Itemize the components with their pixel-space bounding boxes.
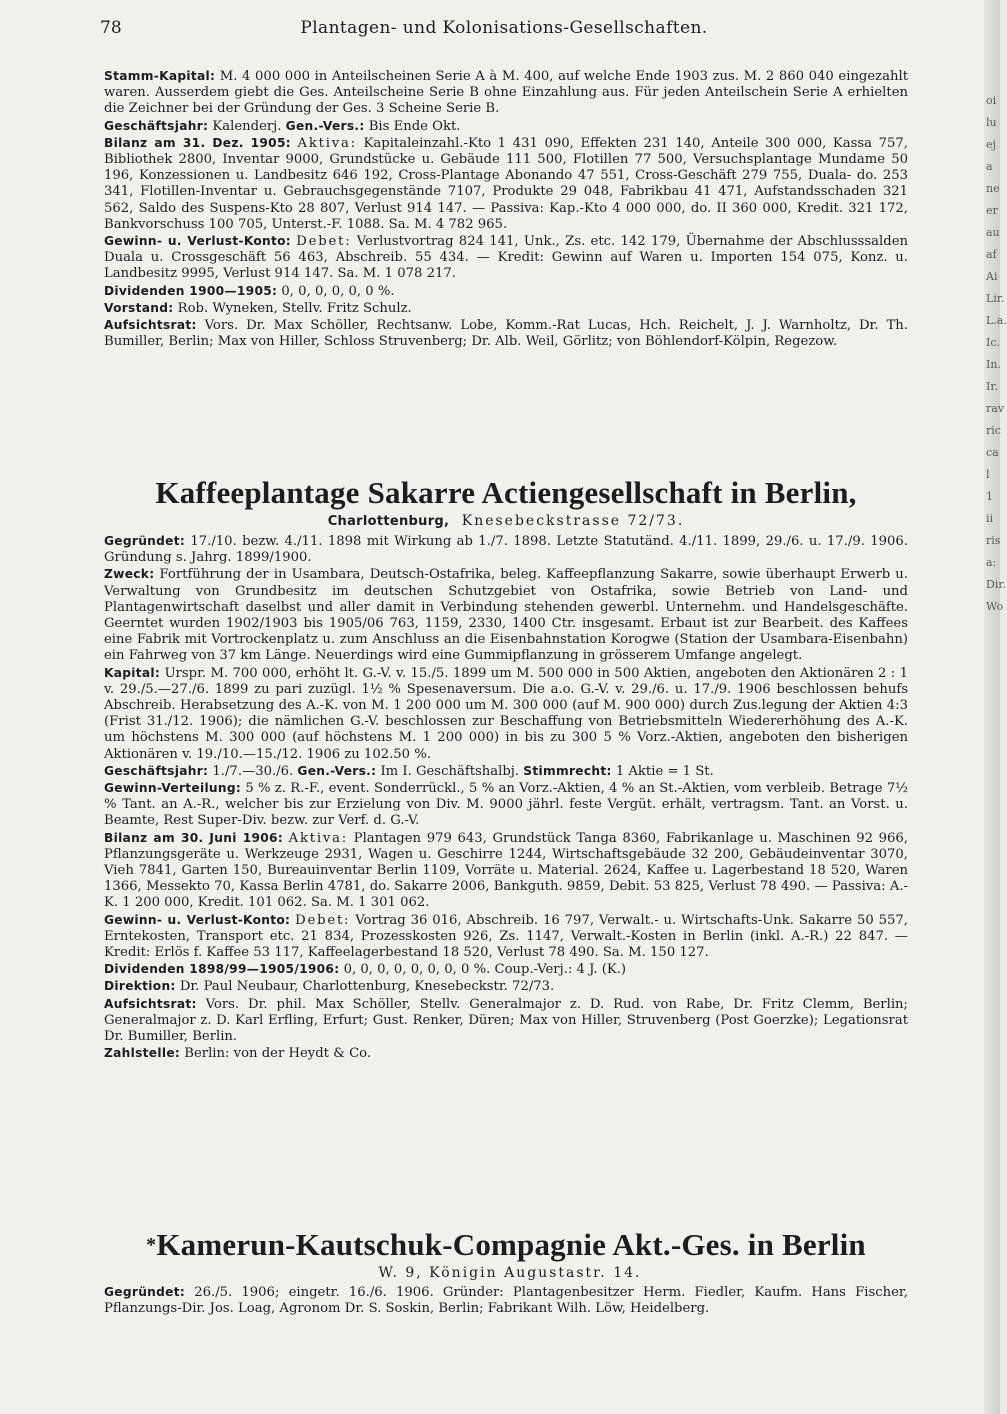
paragraph-gegruendet: Gegründet: 26./5. 1906; eingetr. 16./6. 1906. Gründer: Plantagenbesitzer Herm. Fiedler, Kaufm. Hans Fischer, Pflanzungs-Dir. Jos. Loag, Agronom Dr. S. Soskin, Berlin; Fabrikant Wilh. Löw, Heidelberg. — [104, 1285, 908, 1317]
section-kamerun-kautschuk — [104, 1226, 908, 1317]
paragraph-zweck: Zweck: Fortführung der in Usambara, Deutsch-Ostafrika, beleg. Kaffeepflanzung Sakarre, sowie überhaupt Erwerb u. Verwaltung von Grundbesitz im deutschen Schutzgebiet von Ostafrika, sowie Betrieb von Land- und Plantagenwirtschaft daselbst und aller damit in Verbindung stehenden gewerbl. Unternehm. und Handelsgeschäfte. Geerntet wurden 1902/1903 bis 1905/06 763, 1159, 2330, 1400 Ctr. insgesamt. Erbaut ist zur Bearbeit. des Kaffees eine Fabrik mit Vortrockenplatz u. zum Anschluss an die Eisenbahnstation Korogwe (Station der Usambara-Eisenbahn) ein Fahrweg von 37 km Länge. Neuerdings wird eine Gummipflanzung in grösserem Umfange angelegt. — [104, 567, 908, 664]
paragraph-gewinn-verteilung: Gewinn-Verteilung: 5 % z. R.-F., event. Sonderrückl., 5 % an Vorz.-Aktien, 4 % an St.-Aktien, vom verbleib. Betrage 7½ % Tant. an A.-R., welcher bis zur Erzielung von Div. M. 9000 jährl. feste Vergüt. erhält, vertragsm. Tant. an Vorst. u. Beamte, Rest Super-Div. bezw. zur Verf. d. G.-V. — [104, 781, 909, 829]
paragraph-zahlstelle: Zahlstelle: Berlin: von der Heydt & Co. — [104, 1046, 372, 1062]
edge-fragment: ca — [986, 446, 999, 459]
paragraph-gewinn-verlust: Gewinn- u. Verlust-Konto: Debet: Verlustvortrag 824 141, Unk., Zs. etc. 142 179, Übernahme der Abschlusssalden Duala u. Crossgeschäft 56 463, Abschreib. 55 434. — Kredit: Gewinn auf Waren u. Importen 154 075, Konz. u. Landbesitz 9995, Verlust 914 147. Sa. M. 1 078 217. — [104, 234, 908, 282]
edge-fragment: Ic. — [986, 336, 1001, 349]
paragraph-geschaeftsjahr: Geschäftsjahr: 1./7.—30./6. Gen.-Vers.: Im I. Geschäftshalbj. Stimmrecht: 1 Aktie = 1 St. — [104, 763, 714, 779]
facing-page-fragments — [986, 90, 1007, 618]
company-address: Charlottenburg, Knesebeckstrasse 72/73. — [327, 513, 685, 529]
paragraph-gegruendet: Gegründet: 17./10. bezw. 4./11. 1898 mit Wirkung ab 1./7. 1898. Letzte Statutänd. 4./11. 1899, 29./6. u. 17./9. 1906. Gründung s. Jahrg. 1899/1900. — [104, 534, 908, 566]
edge-fragment: er — [986, 204, 998, 217]
edge-fragment: l 1 — [986, 468, 993, 503]
edge-fragment: Ai — [986, 270, 998, 283]
section-previous-company — [104, 68, 908, 350]
page-number: 78 — [100, 18, 122, 38]
edge-fragment: ej — [986, 138, 996, 151]
edge-fragment: Wo — [986, 600, 1004, 613]
edge-fragment: Dir. — [986, 578, 1006, 591]
section-kaffeeplantage-sakarre — [104, 474, 908, 1063]
edge-fragment: Ir. — [986, 380, 998, 393]
paragraph-geschaeftsjahr: Geschäftsjahr: Kalenderj. Gen.-Vers.: Bis Ende Okt. — [104, 118, 461, 134]
paragraph-stamm-kapital: Stamm-Kapital: M. 4 000 000 in Anteilscheinen Serie A à M. 400, auf welche Ende 1903 zus. M. 2 860 040 eingezahlt waren. Ausserdem giebt die Ges. Anteilscheine Serie B ohne Einzahlung aus. Für jeden Anteilschein Serie A erhielten die Zeichner bei der Gründung der Ges. 3 Scheine Serie B. — [104, 69, 908, 117]
paragraph-dividenden: Dividenden 1898/99—1905/1906: 0, 0, 0, 0, 0, 0, 0, 0 %. Coup.-Verj.: 4 J. (K.) — [104, 962, 627, 978]
paragraph-kapital: Kapital: Urspr. M. 700 000, erhöht lt. G.-V. v. 15./5. 1899 um M. 500 000 in 500 Aktien, angeboten den Aktionären 2 : 1 v. 29./5.—27./6. 1899 zu pari zuzügl. 1½ % Spesenaversum. Die a.o. G.-V. v. 29./6. u. 17./9. 1906 beschlossen behufs Abschreib. Herabsetzung des A.-K. von M. 1 200 000 um M. 300 000 (auf M. 900 000) durch Zus.legung der Aktien 4:3 (Frist 31./12. 1906); die nämlichen G.-V. beschlossen zur Beschaffung von Betriebsmitteln Wiedererhöhung des A.-K. um höchstens M. 300 000 (auf höchstens M. 1 200 000) in bis zu 300 5 % Vorz.-Aktien, angeboten den bisherigen Aktionären v. 19./10.—15./12. 1906 zu 102.50 %. — [104, 665, 908, 762]
company-heading: *Kamerun-Kautschuk-Compagnie Akt.-Ges. in Berlin — [146, 1227, 866, 1262]
facing-page-edge — [984, 0, 1007, 1414]
edge-fragment: oi — [986, 94, 997, 107]
paragraph-gewinn-verlust: Gewinn- u. Verlust-Konto: Debet: Vortrag 36 016, Abschreib. 16 797, Verwalt.- u. Wirtschafts-Unk. Sakarre 50 557, Erntekosten, Transport etc. 21 834, Prozesskosten 926, Zs. 1147, Verwalt.-Kosten in Berlin (inkl. A.-R.) 22 847. — Kredit: Erlös f. Kaffee 53 117, Kaffeelagerbestand 18 520, Verlust 78 490. Sa. M. 150 127. — [104, 912, 908, 961]
paragraph-vorstand: Vorstand: Rob. Wyneken, Stellv. Fritz Schulz. — [104, 300, 412, 316]
paragraph-aufsichtsrat: Aufsichtsrat: Vors. Dr. Max Schöller, Rechtsanw. Lobe, Komm.-Rat Lucas, Hch. Reichelt, J. J. Warnholtz, Dr. Th. Bumiller, Berlin; Max von Hiller, Schloss Struvenberg; Dr. Alb. Weil, Görlitz; von Böhlendorf-Kölpin, Regezow. — [104, 318, 908, 350]
paragraph-bilanz: Bilanz am 31. Dez. 1905: Aktiva: Kapitaleinzahl.-Kto 1 431 090, Effekten 231 140, Anteile 300 000, Kassa 757, Bibliothek 2800, Inventar 9000, Grundstücke u. Gebäude 111 500, Flotillen 77 500, Versuchsplantage Mundame 50 196, Konzessionen u. Landbesitz 646 192, Cross-Plantage Abonando 47 551, Cross-Geschäft 279 755, Duala- do. 253 341, Flotillen-Inventar u. Gebrauchsgegenstände 7107, Produkte 29 048, Fabrikbau 41 471, Aufstandsschaden 321 562, Saldo des Suspens-Kto 28 807, Verlust 914 147. — Passiva: Kap.-Kto 4 000 000, do. II 360 000, Kredit. 321 172, Bankvorschuss 100 705, Unterst.-F. 1088. Sa. M. 4 782 965. — [104, 135, 909, 232]
paragraph-direktion: Direktion: Dr. Paul Neubaur, Charlottenburg, Knesebeckstr. 72/73. — [104, 979, 555, 995]
paragraph-dividenden: Dividenden 1900—1905: 0, 0, 0, 0, 0, 0 %. — [104, 283, 395, 299]
company-heading: Kaffeeplantage Sakarre Actiengesellschaft in Berlin, — [155, 475, 857, 510]
edge-fragment: ne — [986, 182, 1000, 195]
edge-fragment: a — [986, 160, 993, 173]
paragraph-bilanz: Bilanz am 30. Juni 1906: Aktiva: Plantagen 979 643, Grundstück Tanga 8360, Fabrikanlage u. Maschinen 92 966, Pflanzungsgeräte u. Werkzeuge 2931, Wagen u. Geschirre 1244, Wirtschaftsgebäude 32 200, Gebäudeinventar 3070, Vieh 7841, Garten 150, Bureauinventar Berlin 1109, Vorräte u. Material. 2624, Kaffee u. Lagerbestand 18 520, Waren 1366, Messekto 70, Kassa Berlin 4781, do. Sakarre 2006, Bankguth. 9859, Debit. 53 825, Verlust 78 490. — Passiva: A.-K. 1 200 000, Kredit. 101 062. Sa. M. 1 301 062. — [104, 830, 909, 911]
edge-fragment: ii — [986, 512, 994, 525]
edge-fragment: ric — [986, 424, 1001, 437]
company-address: W. 9, Königin Augustastr. 14. — [378, 1265, 642, 1281]
edge-fragment: au — [986, 226, 1000, 239]
running-head — [100, 14, 908, 40]
edge-fragment: lu — [986, 116, 997, 129]
paragraph-aufsichtsrat: Aufsichtsrat: Vors. Dr. phil. Max Schöller, Stellv. Generalmajor z. D. Rud. von Rabe, Dr. Fritz Clemm, Berlin; Generalmajor z. D. Karl Erfling, Erfurt; Gust. Renker, Düren; Max von Hiller, Struvenberg (Post Goerzke); Legationsrat Dr. Bumiller, Berlin. — [104, 996, 908, 1045]
edge-fragment: af — [986, 248, 997, 261]
edge-fragment: ris — [986, 534, 1001, 547]
edge-fragment: rav — [986, 402, 1005, 415]
edge-fragment: In. — [986, 358, 1001, 371]
edge-fragment: Lir. — [986, 292, 1005, 305]
running-title: Plantagen- und Kolonisations-Gesellschaften. — [300, 18, 708, 38]
edge-fragment: a: — [986, 556, 997, 569]
edge-fragment: L.a. — [986, 314, 1007, 327]
footnote-star: * — [146, 1234, 157, 1256]
